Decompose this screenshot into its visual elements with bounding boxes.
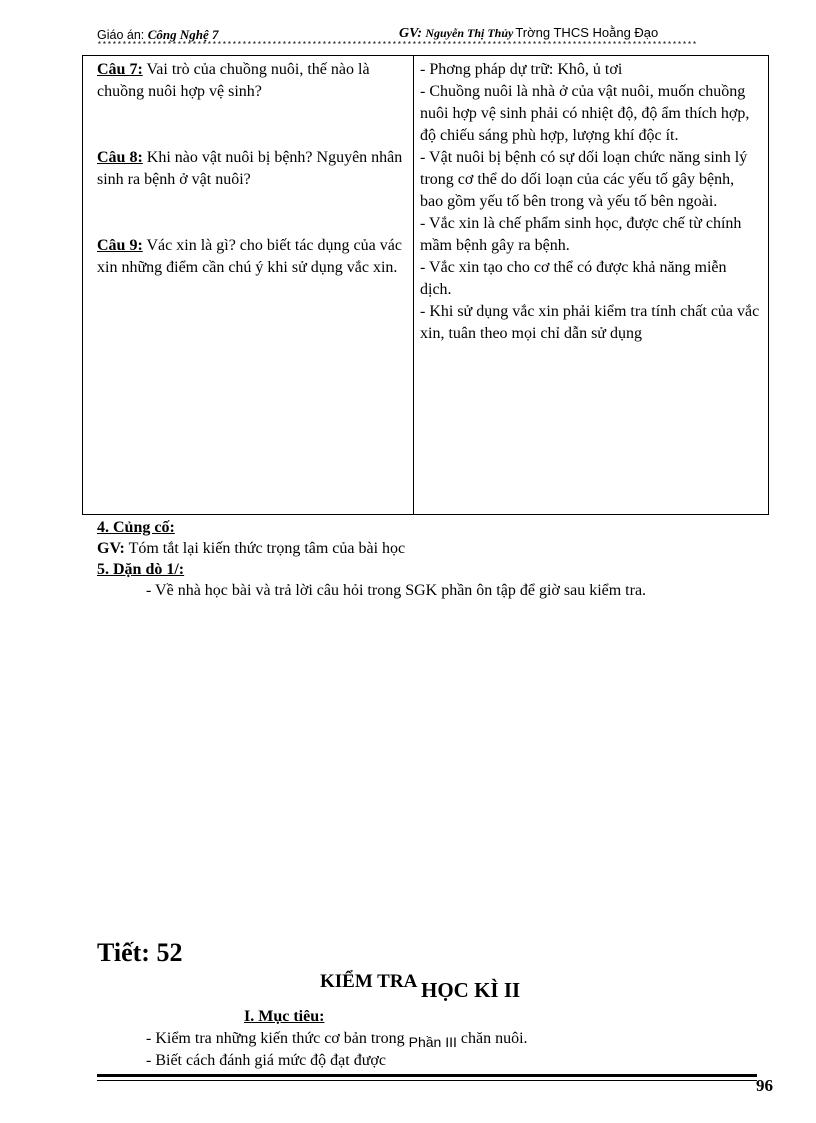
table-row: [83, 56, 769, 515]
star-divider: ************************************************************************************************************************: [97, 41, 698, 50]
school-name: Trờng THCS Hoằng Đạo: [515, 25, 659, 40]
gv-label: GV:: [97, 540, 125, 557]
answers-cell: [414, 56, 769, 515]
footer-rule-thin: [97, 1080, 757, 1081]
gv-label: GV:: [399, 26, 423, 41]
objective-item: - Kiểm tra những kiến thức cơ bản trong Phần III chăn nuôi.: [146, 1030, 528, 1050]
answer-item: - Khi sử dụng vắc xin phải kiểm tra tính chất của vắc xin, tuân theo mọi chỉ dẫn sử dụng: [420, 303, 760, 342]
consolidate-heading: 4. Củng cố:: [97, 519, 175, 536]
lesson-number: Tiết: 52: [97, 938, 183, 967]
homework-heading: 5. Dặn dò 1/:: [97, 561, 185, 578]
objective-item: - Biết cách đánh giá mức độ đạt được: [146, 1052, 386, 1069]
question-label: Câu 7:: [97, 61, 143, 78]
question-8: [97, 147, 407, 191]
answer-item: - Vật nuôi bị bệnh có sự dối loạn chức năng sinh lý trong cơ thể do dối loạn của các yếu tố gây bệnh, bao gồm yếu tố bên trong và yếu tố bên ngoài.: [420, 149, 748, 210]
lesson-title: KIỂM TRA HỌC KÌ II: [320, 971, 521, 1002]
question-text: Khi nào vật nuôi bị bệnh? Nguyên nhân sinh ra bệnh ở vật nuôi?: [97, 149, 403, 188]
question-label: Câu 8:: [97, 149, 143, 166]
questions-cell: [83, 56, 414, 515]
question-9: [97, 235, 407, 279]
homework-text: - Về nhà học bài và trả lời câu hỏi trong SGK phần ôn tập để giờ sau kiểm tra.: [146, 582, 647, 599]
subject-name: Công Nghệ 7: [147, 27, 219, 42]
consolidate-text: GV: Tóm tắt lại kiến thức trọng tâm của bài học: [97, 540, 406, 557]
teacher-name: Nguyễn Thị Thủy: [425, 26, 514, 40]
page-number: 96: [756, 1076, 773, 1095]
header-right: [399, 25, 658, 42]
question-label: Câu 9:: [97, 237, 143, 254]
answer-item: - Phơng pháp dự trữ: Khô, ủ tơi: [420, 61, 623, 78]
question-text: Vác xin là gì? cho biết tác dụng của vác xin những điểm cần chú ý khi sử dụng vắc xin.: [97, 237, 402, 276]
footer-rule: [97, 1074, 757, 1077]
question-text: Vai trò của chuồng nuôi, thế nào là chuồng nuôi hợp vệ sinh?: [97, 61, 370, 100]
answer-item: - Chuồng nuôi là nhà ở của vật nuôi, muốn chuồng nuôi hợp vệ sinh phải có nhiệt độ, độ ẩm thích hợp, độ chiếu sáng phù hợp, lượng khí độc ít.: [420, 83, 750, 144]
review-table: [82, 55, 769, 515]
question-7: [97, 59, 407, 103]
answer-item: - Vắc xin là chế phẩm sinh học, được chế từ chính mầm bệnh gây ra bệnh.: [420, 215, 742, 254]
objectives-heading: I. Mục tiêu:: [244, 1008, 325, 1025]
lesson-plan-label: Giáo án:: [97, 28, 145, 42]
answer-item: - Vắc xin tạo cho cơ thể có được khả năng miễn dịch.: [420, 259, 727, 298]
